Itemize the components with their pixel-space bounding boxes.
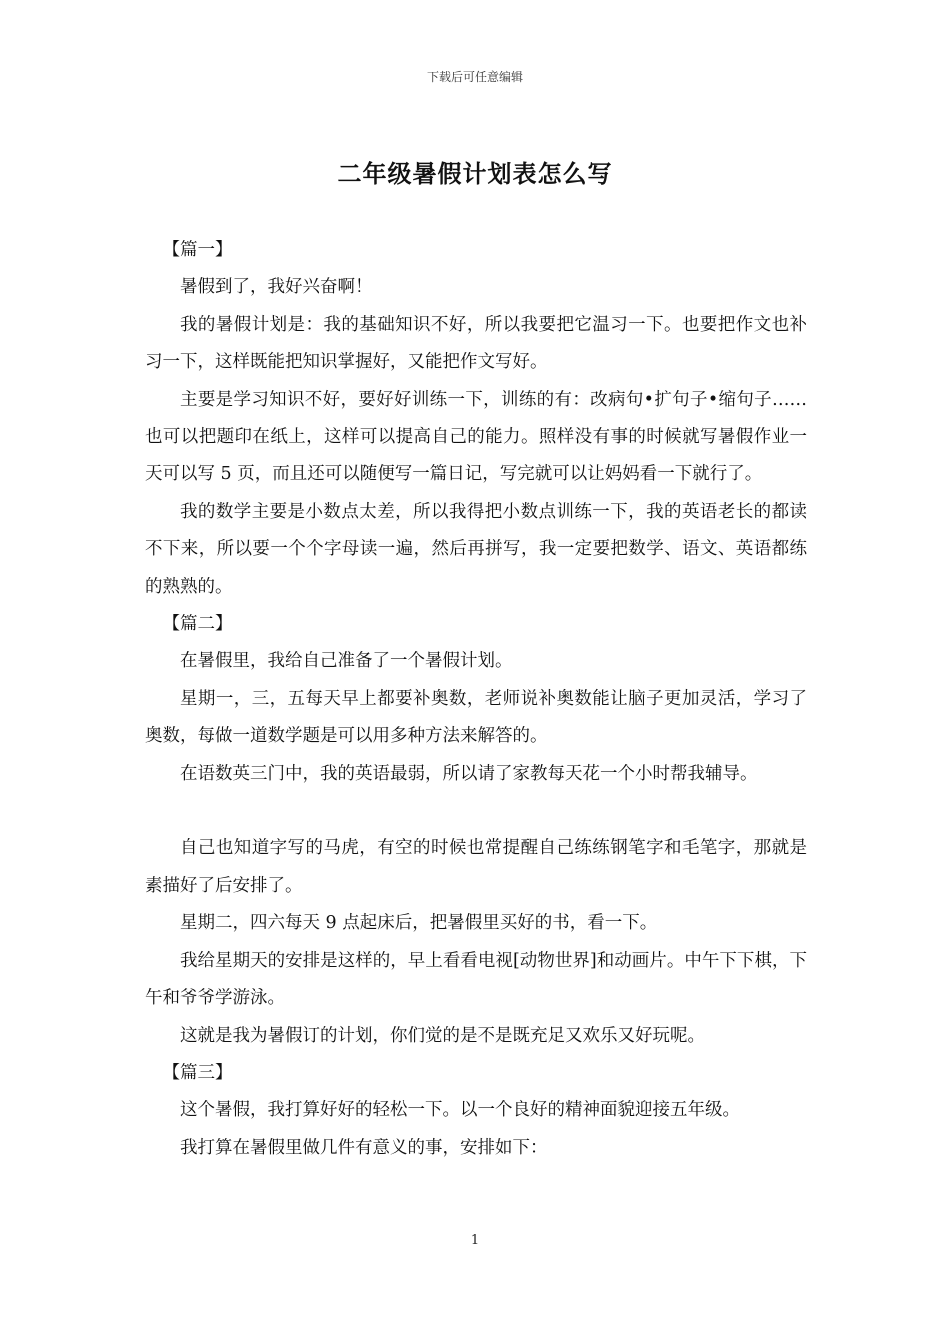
paragraph: 我的数学主要是小数点太差，所以我得把小数点训练一下，我的英语老长的都读不下来，所以要一个个字母读一遍，然后再拼写，我一定要把数学、语文、英语都练的熟熟的。	[145, 501, 807, 597]
blank-line	[145, 793, 807, 830]
paragraph: 在语数英三门中，我的英语最弱，所以请了家教每天花一个小时帮我辅导。	[180, 763, 758, 784]
paragraph: 星期二，四六每天 9 点起床后，把暑假里买好的书，看一下。	[180, 913, 658, 934]
paragraph: 暑假到了，我好兴奋啊！	[180, 277, 373, 298]
paragraph: 这就是我为暑假订的计划，你们觉的是不是既充足又欢乐又好玩呢。	[180, 1025, 705, 1046]
paragraph: 在暑假里，我给自己准备了一个暑假计划。	[180, 651, 513, 672]
section-heading-1: 【篇一】	[162, 240, 233, 260]
paragraph: 我给星期天的安排是这样的，早上看看电视[动物世界]和动画片。中午下下棋，下午和爷爷学游泳。	[145, 950, 807, 1009]
paragraph: 主要是学习知识不好，要好好训练一下，训练的有：改病句•扩句子•缩句子……也可以把题印在纸上，这样可以提高自己的能力。照样没有事的时候就写暑假作业一天可以写 5 页，而且还可以随便写一篇日记，写完就可以让妈妈看一下就行了。	[145, 389, 807, 485]
document-title: 二年级暑假计划表怎么写	[337, 160, 613, 188]
paragraph: 这个暑假，我打算好好的轻松一下。以一个良好的精神面貌迎接五年级。	[180, 1100, 740, 1121]
header-note: 下载后可任意编辑	[426, 70, 523, 84]
page-number: 1	[470, 1233, 480, 1248]
paragraph: 我打算在暑假里做几件有意义的事，安排如下：	[180, 1137, 548, 1158]
paragraph: 自己也知道字写的马虎，有空的时候也常提醒自己练练钢笔字和毛笔字，那就是素描好了后安排了。	[145, 838, 807, 896]
paragraph: 星期一，三，五每天早上都要补奥数，老师说补奥数能让脑子更加灵活，学习了奥数，每做一道数学题是可以用多种方法来解答的。	[145, 688, 807, 747]
section-heading-2: 【篇二】	[162, 614, 233, 635]
paragraph: 我的暑假计划是：我的基础知识不好，所以我要把它温习一下。也要把作文也补习一下，这样既能把知识掌握好，又能把作文写好。	[145, 314, 807, 373]
document-body	[145, 232, 807, 1167]
section-heading-3: 【篇三】	[162, 1062, 233, 1083]
